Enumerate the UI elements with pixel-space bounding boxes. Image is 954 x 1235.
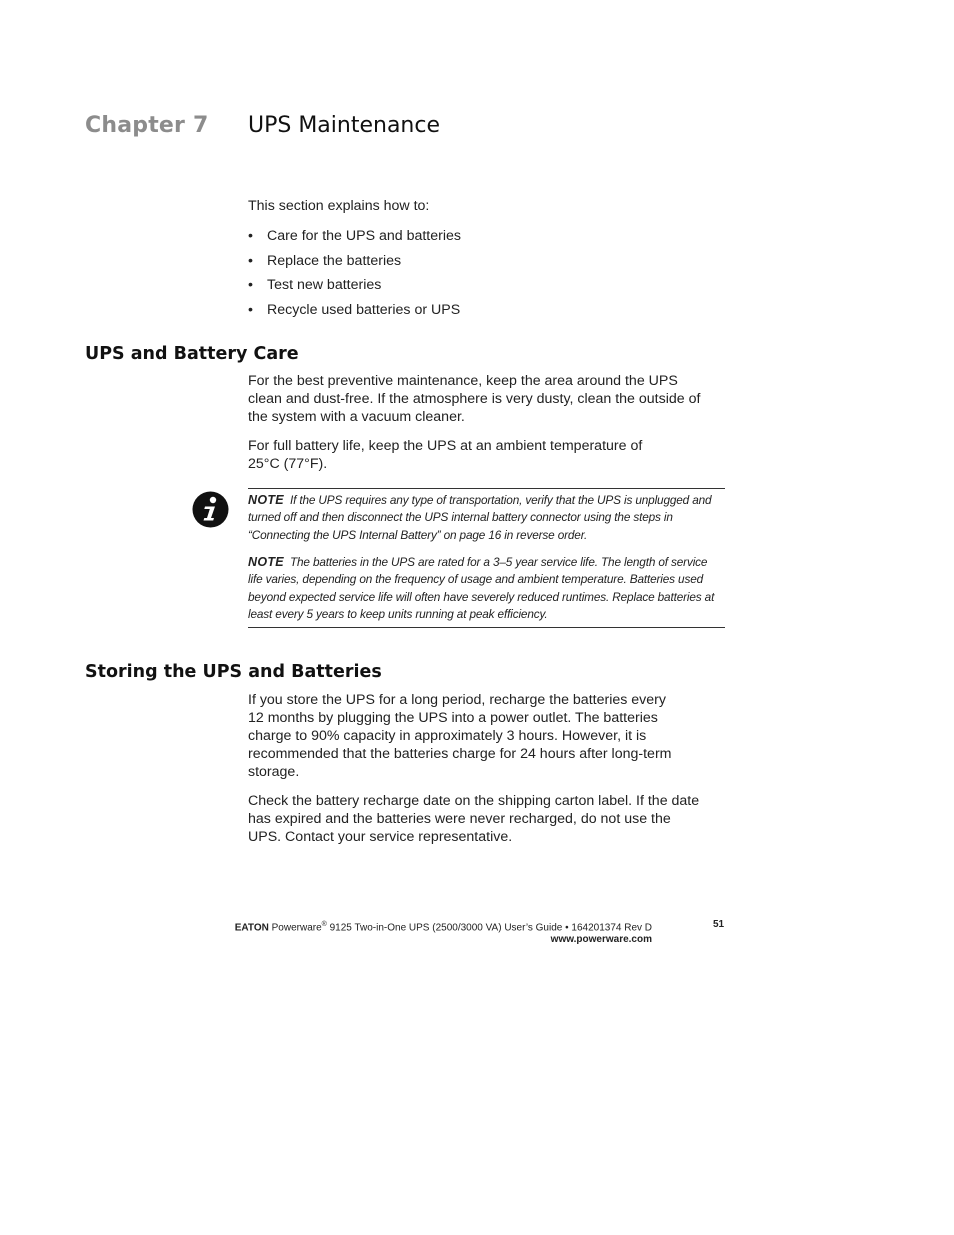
intro-lead: This section explains how to: bbox=[248, 198, 430, 214]
chapter-title: UPS Maintenance bbox=[248, 113, 441, 138]
info-icon bbox=[192, 491, 229, 528]
chapter-label: Chapter 7 bbox=[85, 113, 209, 138]
storing-paragraph-1: If you store the UPS for a long period, recharge the batteries every 12 months by plugging the UPS into a power outlet. The batteries charge to 90% capacity in approximately 3 hours. However, it is recommended that the batteries charge for 24 hours after long-term storage. bbox=[248, 692, 672, 780]
page-footer: EATON Powerware® 9125 Two-in-One UPS (2500/3000 VA) User’s Guide • 164201374 Rev D www.powerware.com bbox=[0, 919, 652, 946]
list-item: • Care for the UPS and batteries bbox=[248, 228, 461, 244]
page-number: 51 bbox=[713, 919, 725, 930]
list-item: • Recycle used batteries or UPS bbox=[248, 302, 461, 319]
intro-bullet-list bbox=[248, 227, 461, 326]
note-transportation: NOTE If the UPS requires any type of transportation, verify that the UPS is unplugged and turned off and then disconnect the UPS internal battery connector using the steps in “Connecting the UPS Internal Battery” on page 16 in reverse order. bbox=[248, 493, 712, 542]
list-item: • Replace the batteries bbox=[248, 252, 402, 269]
list-item: • Test new batteries bbox=[248, 277, 382, 294]
care-paragraph-1: For the best preventive maintenance, keep the area around the UPS clean and dust-free. If the atmosphere is very dusty, clean the outside of the system with a vacuum cleaner. bbox=[248, 373, 701, 425]
storing-paragraph-2: Check the battery recharge date on the shipping carton label. If the date has expired and the batteries were never recharged, do not use the UPS. Contact your service representative. bbox=[248, 793, 700, 845]
care-paragraph-2: For full battery life, keep the UPS at an ambient temperature of 25°C (77°F). bbox=[248, 438, 643, 472]
note-box bbox=[248, 488, 725, 628]
section-heading-storing: Storing the UPS and Batteries bbox=[85, 662, 382, 682]
section-heading-care: UPS and Battery Care bbox=[85, 344, 299, 364]
footer-url: www.powerware.com bbox=[550, 934, 652, 946]
footer-brand: EATON bbox=[234, 922, 269, 934]
note-battery-life: NOTE The batteries in the UPS are rated for a 3–5 year service life. The length of service life varies, depending on the frequency of usage and ambient temperature. Batteries used beyond expected service life will often have severely reduced runtimes. Replace batteries at least every 5 years to keep units running at peak efficiency. bbox=[248, 555, 715, 621]
